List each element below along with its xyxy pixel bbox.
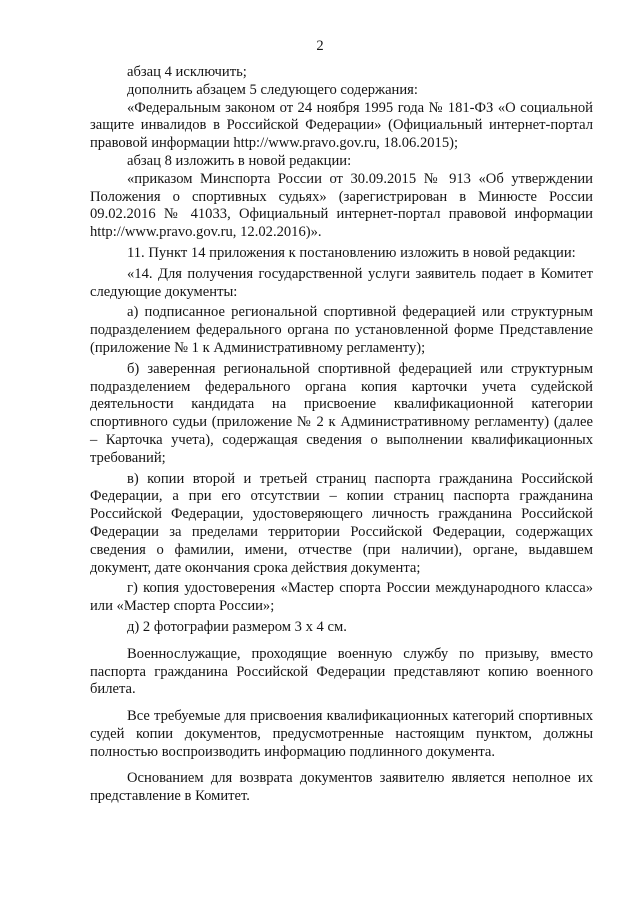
paragraph-4: абзац 8 изложить в новой редакции: bbox=[127, 152, 352, 169]
paragraph-12: д) 2 фотографии размером 3 х 4 см. bbox=[127, 618, 347, 635]
paragraph-3: «Федеральным законом от 24 ноября 1995 года № 181-ФЗ «О социальной защите инвалидов в Российской Федерации» (Официальный интернет-портал правовой информации http://www.pravo.gov.ru, 18.06.2015); bbox=[90, 99, 593, 152]
paragraph-5: «приказом Минспорта России от 30.09.2015 № 913 «Об утверждении Положения о спортивных судьях» (зарегистрирован в Минюсте России 09.02.2016 № 41033, Официальный интернет-портал правовой информации http://www.pravo.gov.ru, 12.02.2016)». bbox=[90, 170, 593, 241]
document-body bbox=[90, 64, 593, 806]
paragraph-14: Все требуемые для присвоения квалификационных категорий спортивных судей копии документов, предусмотренные настоящим пунктом, должны полностью воспроизводить информацию подлинного документа. bbox=[90, 708, 593, 760]
paragraph-15: Основанием для возврата документов заявителю является неполное их представление в Комитет. bbox=[90, 770, 593, 805]
paragraph-7: «14. Для получения государственной услуги заявитель подает в Комитет следующие документы: bbox=[90, 265, 593, 300]
paragraph-2: дополнить абзацем 5 следующего содержания: bbox=[127, 81, 418, 98]
paragraph-8: а) подписанное региональной спортивной федерацией или структурным подразделением федерального органа по установленной форме Представление (приложение № 1 к Административному регламенту); bbox=[90, 304, 593, 356]
paragraph-13: Военнослужащие, проходящие военную службу по призыву, вместо паспорта гражданина Российской Федерации представляют копию военного билета. bbox=[90, 645, 593, 698]
paragraph-10: в) копии второй и третьей страниц паспорта гражданина Российской Федерации, а при его отсутствии – копии страниц паспорта гражданина Российской Федерации, удостоверяющего личность гражданина Российской Федерации за пределами территории Российской Федерации, содержащих сведения о фамилии, имени, отчестве (при наличии), органе, выдавшем документ, дате окончания срока действия документа; bbox=[90, 470, 593, 576]
paragraph-1: абзац 4 исключить; bbox=[127, 64, 247, 80]
paragraph-9: б) заверенная региональной спортивной федерацией или структурным подразделением федерального органа копия карточки учета судейской деятельности кандидата на присвоение квалификационной категории спортивного судьи (приложение № 2 к Административному регламенту) (далее – Карточка учета), содержащая сведения о выполнении квалификационных требований; bbox=[90, 360, 593, 466]
paragraph-11: г) копия удостоверения «Мастер спорта России международного класса» или «Мастер спорта России»; bbox=[90, 580, 593, 615]
page-number: 2 bbox=[316, 38, 324, 54]
paragraph-6: 11. Пункт 14 приложения к постановлению изложить в новой редакции: bbox=[127, 244, 576, 261]
